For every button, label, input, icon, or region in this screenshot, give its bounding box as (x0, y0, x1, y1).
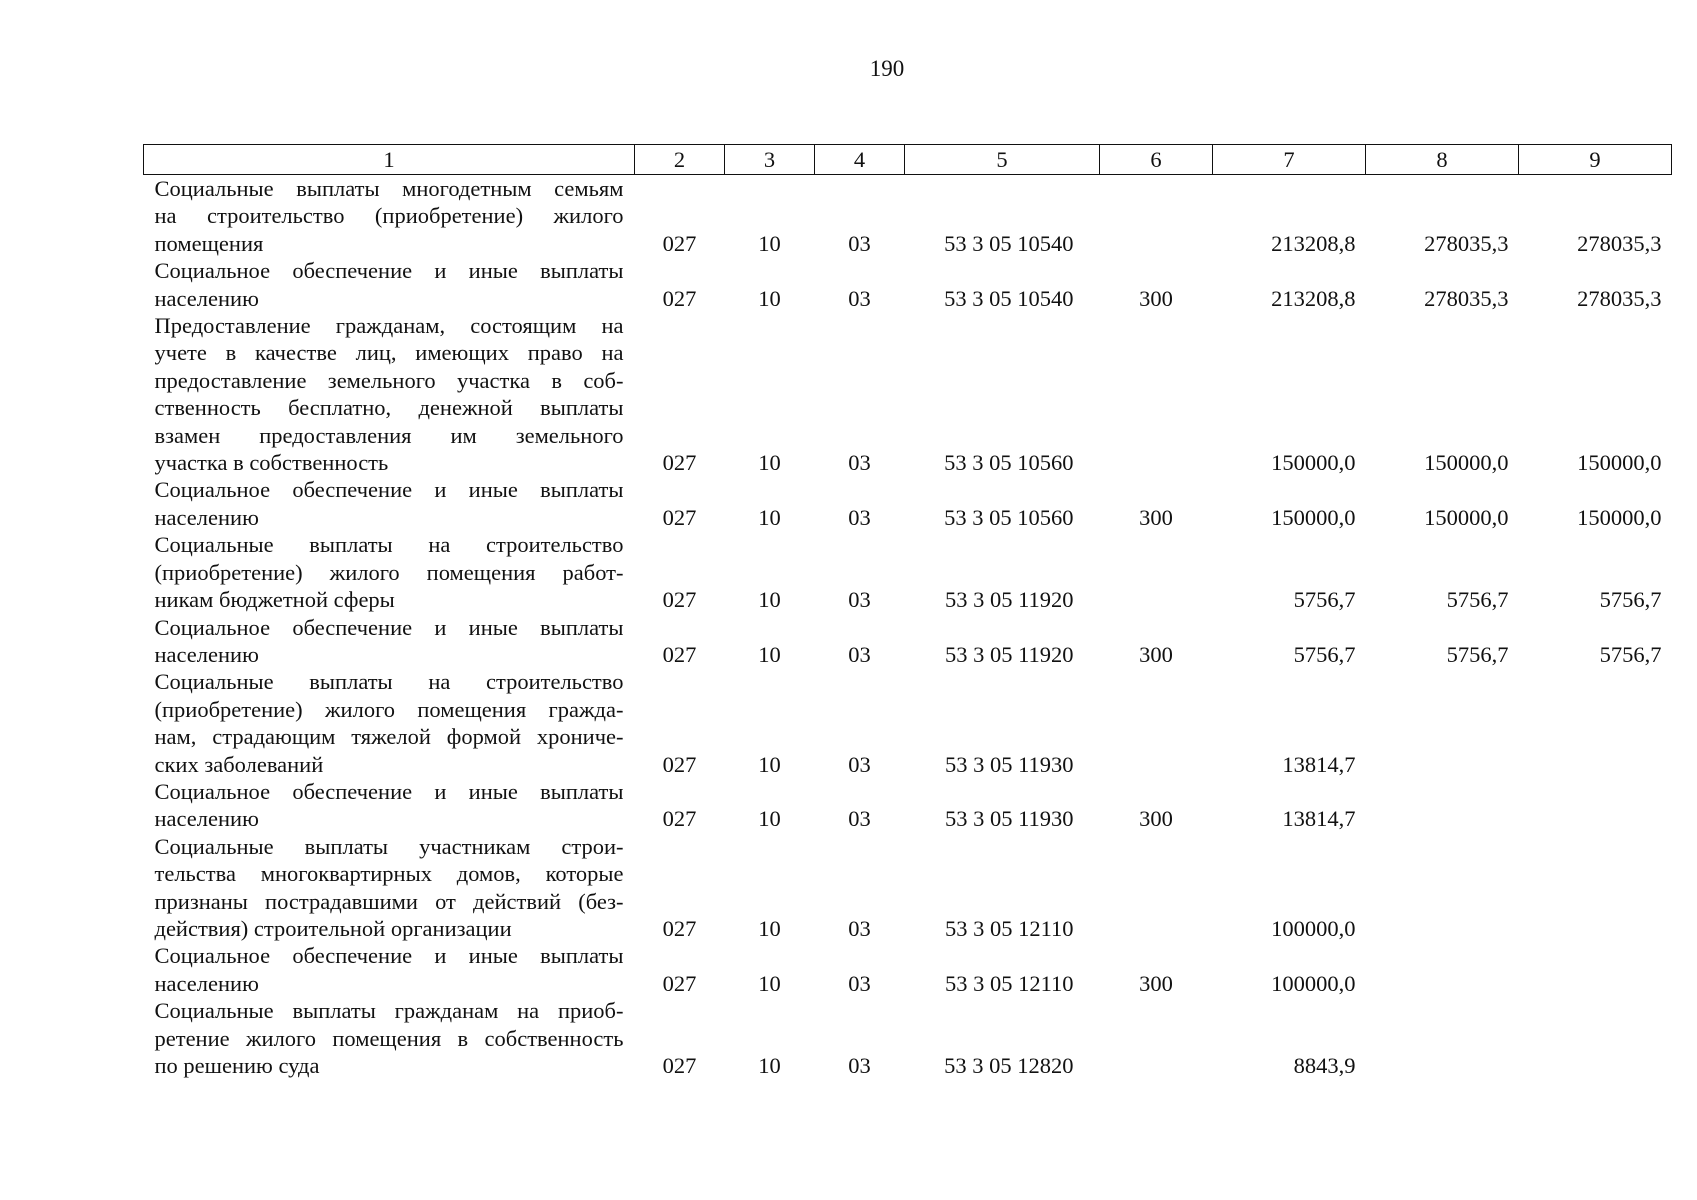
cell-section: 10 (758, 1053, 781, 1078)
table-row (144, 997, 1672, 1079)
cell-expense-type: 300 (1139, 504, 1173, 530)
description-line: Социальное обеспечение и иные выплаты (154, 477, 624, 503)
cell-amount-year1: 13814,7 (1282, 751, 1356, 777)
page-number: 190 (869, 56, 905, 81)
description-line: тельства многоквартирных домов, которые (154, 861, 624, 887)
cell-amount-year3 (1519, 668, 1672, 778)
description-line: Социальные выплаты на строительство (154, 532, 624, 558)
header-cell: 3 (725, 145, 815, 175)
cell-ministry-code: 027 (662, 587, 697, 613)
cell-ministry-code: 027 (662, 641, 697, 667)
cell-expense-type (1100, 668, 1213, 778)
cell-description (144, 531, 635, 613)
cell-amount-year2: 278035,3 (1424, 230, 1509, 256)
description-line: взамен предоставления им земельного (154, 422, 624, 448)
table-row (144, 312, 1672, 476)
cell-expense-type (1100, 833, 1213, 943)
description-line: по решению суда (154, 1053, 320, 1078)
cell-expense-type (1100, 312, 1213, 476)
cell-amount-year2 (1366, 668, 1519, 778)
description-line: населению (154, 970, 259, 996)
cell-section: 10 (758, 285, 781, 311)
header-cell: 7 (1213, 145, 1366, 175)
cell-target-article: 53 3 05 10540 (944, 285, 1074, 311)
description-line: Социальное обеспечение и иные выплаты (154, 778, 624, 804)
cell-amount-year2 (1366, 778, 1519, 833)
description-line: населению (154, 285, 259, 311)
cell-amount-year1: 100000,0 (1271, 970, 1356, 996)
cell-section: 10 (758, 751, 781, 777)
header-cell: 1 (144, 145, 635, 175)
cell-ministry-code: 027 (662, 285, 697, 311)
header-cell: 9 (1519, 145, 1672, 175)
description-line: нам, страдающим тяжелой формой хрониче- (154, 724, 624, 750)
cell-target-article: 53 3 05 11920 (944, 587, 1074, 613)
header-cell: 2 (635, 145, 725, 175)
cell-section: 10 (758, 641, 781, 667)
cell-amount-year3: 5756,7 (1599, 587, 1662, 613)
table-row (144, 833, 1672, 943)
cell-expense-type (1100, 997, 1213, 1079)
description-line: Социальное обеспечение и иные выплаты (154, 614, 624, 640)
cell-expense-type: 300 (1139, 641, 1173, 667)
cell-subsection: 03 (848, 587, 871, 613)
cell-ministry-code: 027 (662, 504, 697, 530)
cell-target-article: 53 3 05 11920 (944, 641, 1074, 667)
cell-section: 10 (758, 915, 781, 941)
cell-amount-year3 (1519, 997, 1672, 1079)
cell-amount-year3: 278035,3 (1577, 230, 1662, 256)
cell-ministry-code: 027 (662, 450, 697, 476)
cell-target-article: 53 3 05 11930 (944, 806, 1074, 832)
cell-amount-year1: 150000,0 (1271, 504, 1356, 530)
cell-amount-year3 (1519, 942, 1672, 997)
header-cell: 6 (1100, 145, 1213, 175)
header-cell: 5 (905, 145, 1100, 175)
description-line: ретение жилого помещения в собственность (154, 1025, 624, 1051)
cell-subsection: 03 (848, 806, 871, 832)
cell-expense-type: 300 (1139, 970, 1173, 996)
cell-amount-year2: 150000,0 (1424, 450, 1509, 476)
cell-amount-year3 (1519, 778, 1672, 833)
cell-description (144, 668, 635, 778)
description-line: Социальные выплаты гражданам на приоб- (154, 998, 624, 1024)
cell-amount-year3: 150000,0 (1577, 504, 1662, 530)
description-line: Предоставление гражданам, состоящим на (154, 313, 624, 339)
cell-subsection: 03 (848, 751, 871, 777)
cell-section: 10 (758, 806, 781, 832)
cell-description (144, 778, 635, 833)
cell-expense-type: 300 (1139, 806, 1173, 832)
cell-amount-year3: 5756,7 (1599, 641, 1662, 667)
cell-expense-type: 300 (1139, 285, 1173, 311)
cell-amount-year2: 5756,7 (1446, 641, 1509, 667)
cell-target-article: 53 3 05 10560 (944, 450, 1074, 476)
cell-ministry-code: 027 (662, 806, 697, 832)
cell-subsection: 03 (848, 641, 871, 667)
cell-description (144, 614, 635, 669)
cell-subsection: 03 (848, 450, 871, 476)
cell-target-article: 53 3 05 10560 (944, 504, 1074, 530)
cell-ministry-code: 027 (662, 1053, 697, 1078)
description-line: Социальные выплаты на строительство (154, 669, 624, 695)
description-line: учете в качестве лиц, имеющих право на (154, 340, 624, 366)
cell-expense-type (1100, 531, 1213, 613)
description-line: действия) строительной организации (154, 915, 512, 941)
cell-amount-year1: 213208,8 (1271, 285, 1356, 311)
cell-target-article: 53 3 05 12110 (944, 915, 1074, 941)
header-cell: 4 (815, 145, 905, 175)
header-row (144, 145, 1672, 175)
cell-description (144, 833, 635, 943)
description-line: на строительство (приобретение) жилого (154, 203, 624, 229)
description-line: населению (154, 504, 259, 530)
description-line: (приобретение) жилого помещения работ- (154, 559, 624, 585)
table-body (144, 175, 1672, 1080)
description-line: Социальное обеспечение и иные выплаты (154, 943, 624, 969)
description-line: Социальные выплаты многодетным семьям (154, 176, 624, 201)
cell-amount-year2 (1366, 997, 1519, 1079)
cell-amount-year1: 5756,7 (1293, 641, 1356, 667)
description-line: предоставление земельного участка в соб- (154, 367, 624, 393)
cell-subsection: 03 (848, 915, 871, 941)
cell-ministry-code: 027 (662, 751, 697, 777)
description-line: (приобретение) жилого помещения гражда- (154, 696, 624, 722)
description-line: ственность бесплатно, денежной выплаты (154, 395, 624, 421)
cell-amount-year3: 278035,3 (1577, 285, 1662, 311)
cell-expense-type (1100, 175, 1213, 258)
cell-amount-year1: 8843,9 (1293, 1053, 1356, 1078)
description-line: помещения (154, 230, 264, 256)
budget-table (143, 144, 1672, 1079)
cell-target-article: 53 3 05 12820 (944, 1053, 1074, 1078)
cell-subsection: 03 (848, 230, 871, 256)
cell-amount-year2: 5756,7 (1446, 587, 1509, 613)
description-line: населению (154, 806, 259, 832)
cell-amount-year1: 5756,7 (1293, 587, 1356, 613)
cell-subsection: 03 (848, 285, 871, 311)
cell-amount-year2: 278035,3 (1424, 285, 1509, 311)
description-line: признаны пострадавшими от действий (без- (154, 888, 624, 914)
cell-description (144, 997, 635, 1079)
table-row (144, 942, 1672, 997)
cell-amount-year2 (1366, 942, 1519, 997)
description-line: Социальное обеспечение и иные выплаты (154, 258, 624, 284)
description-line: участка в собственность (154, 450, 389, 476)
cell-subsection: 03 (848, 970, 871, 996)
cell-target-article: 53 3 05 12110 (944, 970, 1074, 996)
cell-description (144, 476, 635, 531)
table-row (144, 476, 1672, 531)
cell-ministry-code: 027 (662, 915, 697, 941)
cell-description (144, 942, 635, 997)
cell-amount-year3 (1519, 833, 1672, 943)
cell-description (144, 175, 635, 258)
table-row (144, 614, 1672, 669)
cell-subsection: 03 (848, 1053, 871, 1078)
table-row (144, 257, 1672, 312)
cell-amount-year1: 150000,0 (1271, 450, 1356, 476)
table-row (144, 668, 1672, 778)
cell-section: 10 (758, 230, 781, 256)
cell-ministry-code: 027 (662, 230, 697, 256)
cell-section: 10 (758, 504, 781, 530)
cell-section: 10 (758, 970, 781, 996)
cell-target-article: 53 3 05 11930 (944, 751, 1074, 777)
cell-amount-year1: 213208,8 (1271, 230, 1356, 256)
cell-amount-year2 (1366, 833, 1519, 943)
description-line: никам бюджетной сферы (154, 587, 395, 613)
cell-amount-year1: 100000,0 (1271, 915, 1356, 941)
cell-description (144, 312, 635, 476)
table-row (144, 175, 1672, 258)
cell-amount-year1: 13814,7 (1282, 806, 1356, 832)
description-line: населению (154, 641, 259, 667)
cell-ministry-code: 027 (662, 970, 697, 996)
cell-description (144, 257, 635, 312)
cell-amount-year3: 150000,0 (1577, 450, 1662, 476)
cell-target-article: 53 3 05 10540 (944, 230, 1074, 256)
description-line: ских заболеваний (154, 751, 324, 777)
cell-amount-year2: 150000,0 (1424, 504, 1509, 530)
cell-section: 10 (758, 450, 781, 476)
table-row (144, 778, 1672, 833)
cell-section: 10 (758, 587, 781, 613)
header-cell: 8 (1366, 145, 1519, 175)
cell-subsection: 03 (848, 504, 871, 530)
table-row (144, 531, 1672, 613)
description-line: Социальные выплаты участникам строи- (154, 833, 624, 859)
